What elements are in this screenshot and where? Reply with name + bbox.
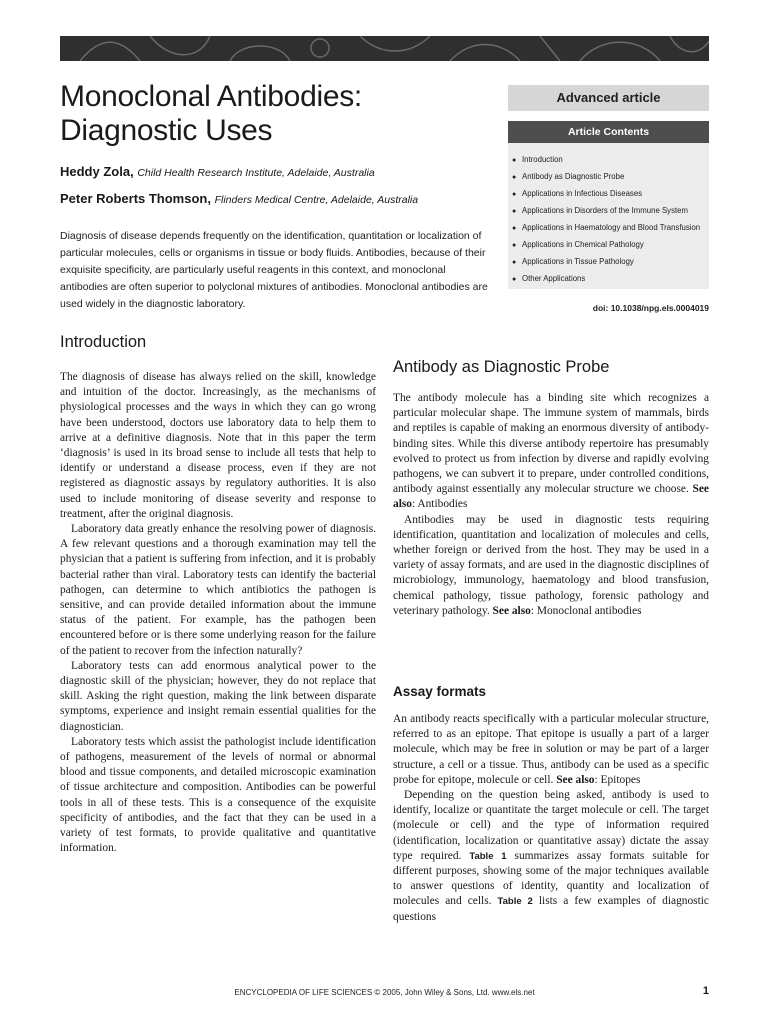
author-name: Peter Roberts Thomson, (60, 191, 211, 206)
author-affiliation: Child Health Research Institute, Adelaide, Australia (137, 167, 375, 179)
right-column-probe (393, 391, 709, 619)
decorative-swirl-pattern (60, 36, 709, 61)
author-name: Heddy Zola, (60, 164, 134, 179)
page-number: 1 (702, 985, 709, 997)
paragraph: Laboratory tests which assist the pathologist include identification of pathogens, measurement of the levels of normal or abnormal blood and tissue components, and detailed microscopic examination of tissue architecture and composition. Antibodies can be powerful tools in all of these tests. This is a consequence of the exquisite specificity of antibodies, and the fact that they can be used in a variety of test formats, to provide qualitative and quantitative information. (60, 735, 376, 855)
abstract: Diagnosis of disease depends frequently on the identification, quantitation or localization of particular molecules, cells or organisms in tissue or body fluids. Antibodies, because of their exquisite specificity, are particularly useful reagents in this context, and monoclonal antibodies are often superior to polyclonal mixtures of antibodies. Monoclonal antibodies are used widely in the diagnostic laboratory. (60, 230, 488, 310)
table-reference[interactable]: Table 1 (469, 850, 507, 862)
paragraph: The antibody molecule has a binding site which recognizes a particular molecular shape. The immune system of mammals, birds and reptiles is capable of making an enormous diversity of antibody-binding sites. While this diverse antibody repertoire has presumably evolved to protect us from infection by diverse and rapidly evolving pathogens, we can subvert it to prepare, under controlled conditions, antibody against essentially any molecular structure we choose. See also: Antibodies (393, 392, 709, 511)
bullet-icon: ● (512, 208, 517, 215)
section-heading-antibody-probe: Antibody as Diagnostic Probe (393, 358, 610, 376)
header-banner (60, 36, 709, 61)
left-column (60, 370, 376, 857)
bullet-icon: ● (512, 225, 517, 232)
contents-item[interactable]: ● Applications in Infectious Diseases (512, 185, 709, 202)
bullet-icon: ● (512, 174, 517, 181)
see-also-link[interactable]: : Epitopes (594, 773, 641, 786)
table-reference[interactable]: Table 2 (497, 896, 533, 908)
bullet-icon: ● (512, 259, 517, 266)
doi: doi: 10.1038/npg.els.0004019 (592, 303, 709, 313)
paragraph: Depending on the question being asked, antibody is used to identify, localize or quantitate the target molecule or cell. The target (molecule or cell) and the type of information required (identification, localization or quantitative assay) dictate the assay type required. Table 1 summarizes assay formats suitable for different purposes, showing some of the major techniques available to answer questions of identity, quantity and localization of molecules and cells. Table 2 lists a few examples of diagnostic questions (393, 789, 709, 923)
contents-item[interactable]: ● Antibody as Diagnostic Probe (512, 168, 709, 185)
paragraph: An antibody reacts specifically with a particular molecular structure, referred to as an epitope. That epitope is usually a part of a larger molecule, which may be free in solution or may be part of a larger structure, a cell or a tissue. Thus, antibody can be used as a specific probe for epitope, molecule or cell. See also: Epitopes (393, 713, 709, 786)
contents-item[interactable]: ● Other Applications (512, 270, 709, 287)
right-column-assay (393, 712, 709, 925)
section-heading-introduction: Introduction (60, 333, 147, 351)
see-also-label: See also (556, 773, 595, 786)
contents-item[interactable]: ● Applications in Disorders of the Immune System (512, 202, 709, 219)
author-affiliation: Flinders Medical Centre, Adelaide, Australia (214, 194, 419, 206)
article-type-label: Advanced article (508, 85, 709, 111)
article-title: Monoclonal Antibodies: Diagnostic Uses (60, 80, 362, 147)
bullet-icon: ● (512, 157, 517, 164)
contents-item[interactable]: ● Applications in Haematology and Blood Transfusion (512, 219, 709, 236)
contents-heading: Article Contents (508, 121, 709, 143)
bullet-icon: ● (512, 276, 517, 283)
see-also-link[interactable]: : Monoclonal antibodies (530, 604, 642, 617)
contents-item[interactable]: ● Applications in Chemical Pathology (512, 236, 709, 253)
contents-item[interactable]: ● Introduction (512, 151, 709, 168)
footer-copyright: ENCYCLOPEDIA OF LIFE SCIENCES © 2005, John Wiley & Sons, Ltd. www.els.net (234, 988, 535, 997)
see-also-label: See also (492, 604, 531, 617)
paragraph: Laboratory data greatly enhance the resolving power of diagnosis. A few relevant questions and a thorough examination may tell the physician that a patient is suffering from infection, and it is probably bacterial rather than viral. Laboratory tests can identify the bacterial pathogen, can determine to which antibiotics the pathogen is sensitive, and can provide detailed information about the immune status of the patient. For example, has the pathogen been encountered before or is there some underlying reason for the failure of the patient to recover from the infection naturally? (60, 523, 376, 657)
contents-list (508, 143, 709, 287)
see-also-label: See also (393, 483, 709, 511)
contents-item[interactable]: ● Applications in Tissue Pathology (512, 253, 709, 270)
bullet-icon: ● (512, 242, 517, 249)
see-also-link[interactable]: : Antibodies (412, 498, 468, 511)
paragraph: The diagnosis of disease has always relied on the skill, knowledge and intuition of the doctor. Increasingly, as the mechanisms of physiological processes and the ways in which they can go wrong have been understood, doctors use laboratory data to help them to arrive at a definitive diagnosis. Note that in this paper the term ‘diagnosis’ is used in its broad sense to include all tests that help to identify or understand a disease process, even if they are not registered as diagnostic assays by regulatory authorities. It is also used to include monitoring of disease severity and response to treatment, after the original diagnosis. (60, 371, 376, 520)
paragraph: Laboratory tests can add enormous analytical power to the diagnostic skill of the physician; however, they do not replace that skill. Asking the right question, making the link between disparate symptoms, experience and insight remain essential qualities for the diagnostician. (60, 659, 376, 733)
author-line (60, 191, 418, 206)
bullet-icon: ● (512, 191, 517, 198)
paragraph: Antibodies may be used in diagnostic tests requiring identification, quantitation and localization of molecules and cells, whether foreign or derived from the host. They may be used in a variety of assay formats, and are used in the diagnostic disciplines of microbiology, immunology, haematology and blood transfusion, chemical pathology, tissue pathology, forensic pathology and veterinary pathology. See also: Monoclonal antibodies (393, 513, 709, 617)
subsection-heading-assay-formats: Assay formats (393, 684, 487, 699)
article-contents-box (508, 121, 709, 289)
author-line (60, 164, 375, 179)
